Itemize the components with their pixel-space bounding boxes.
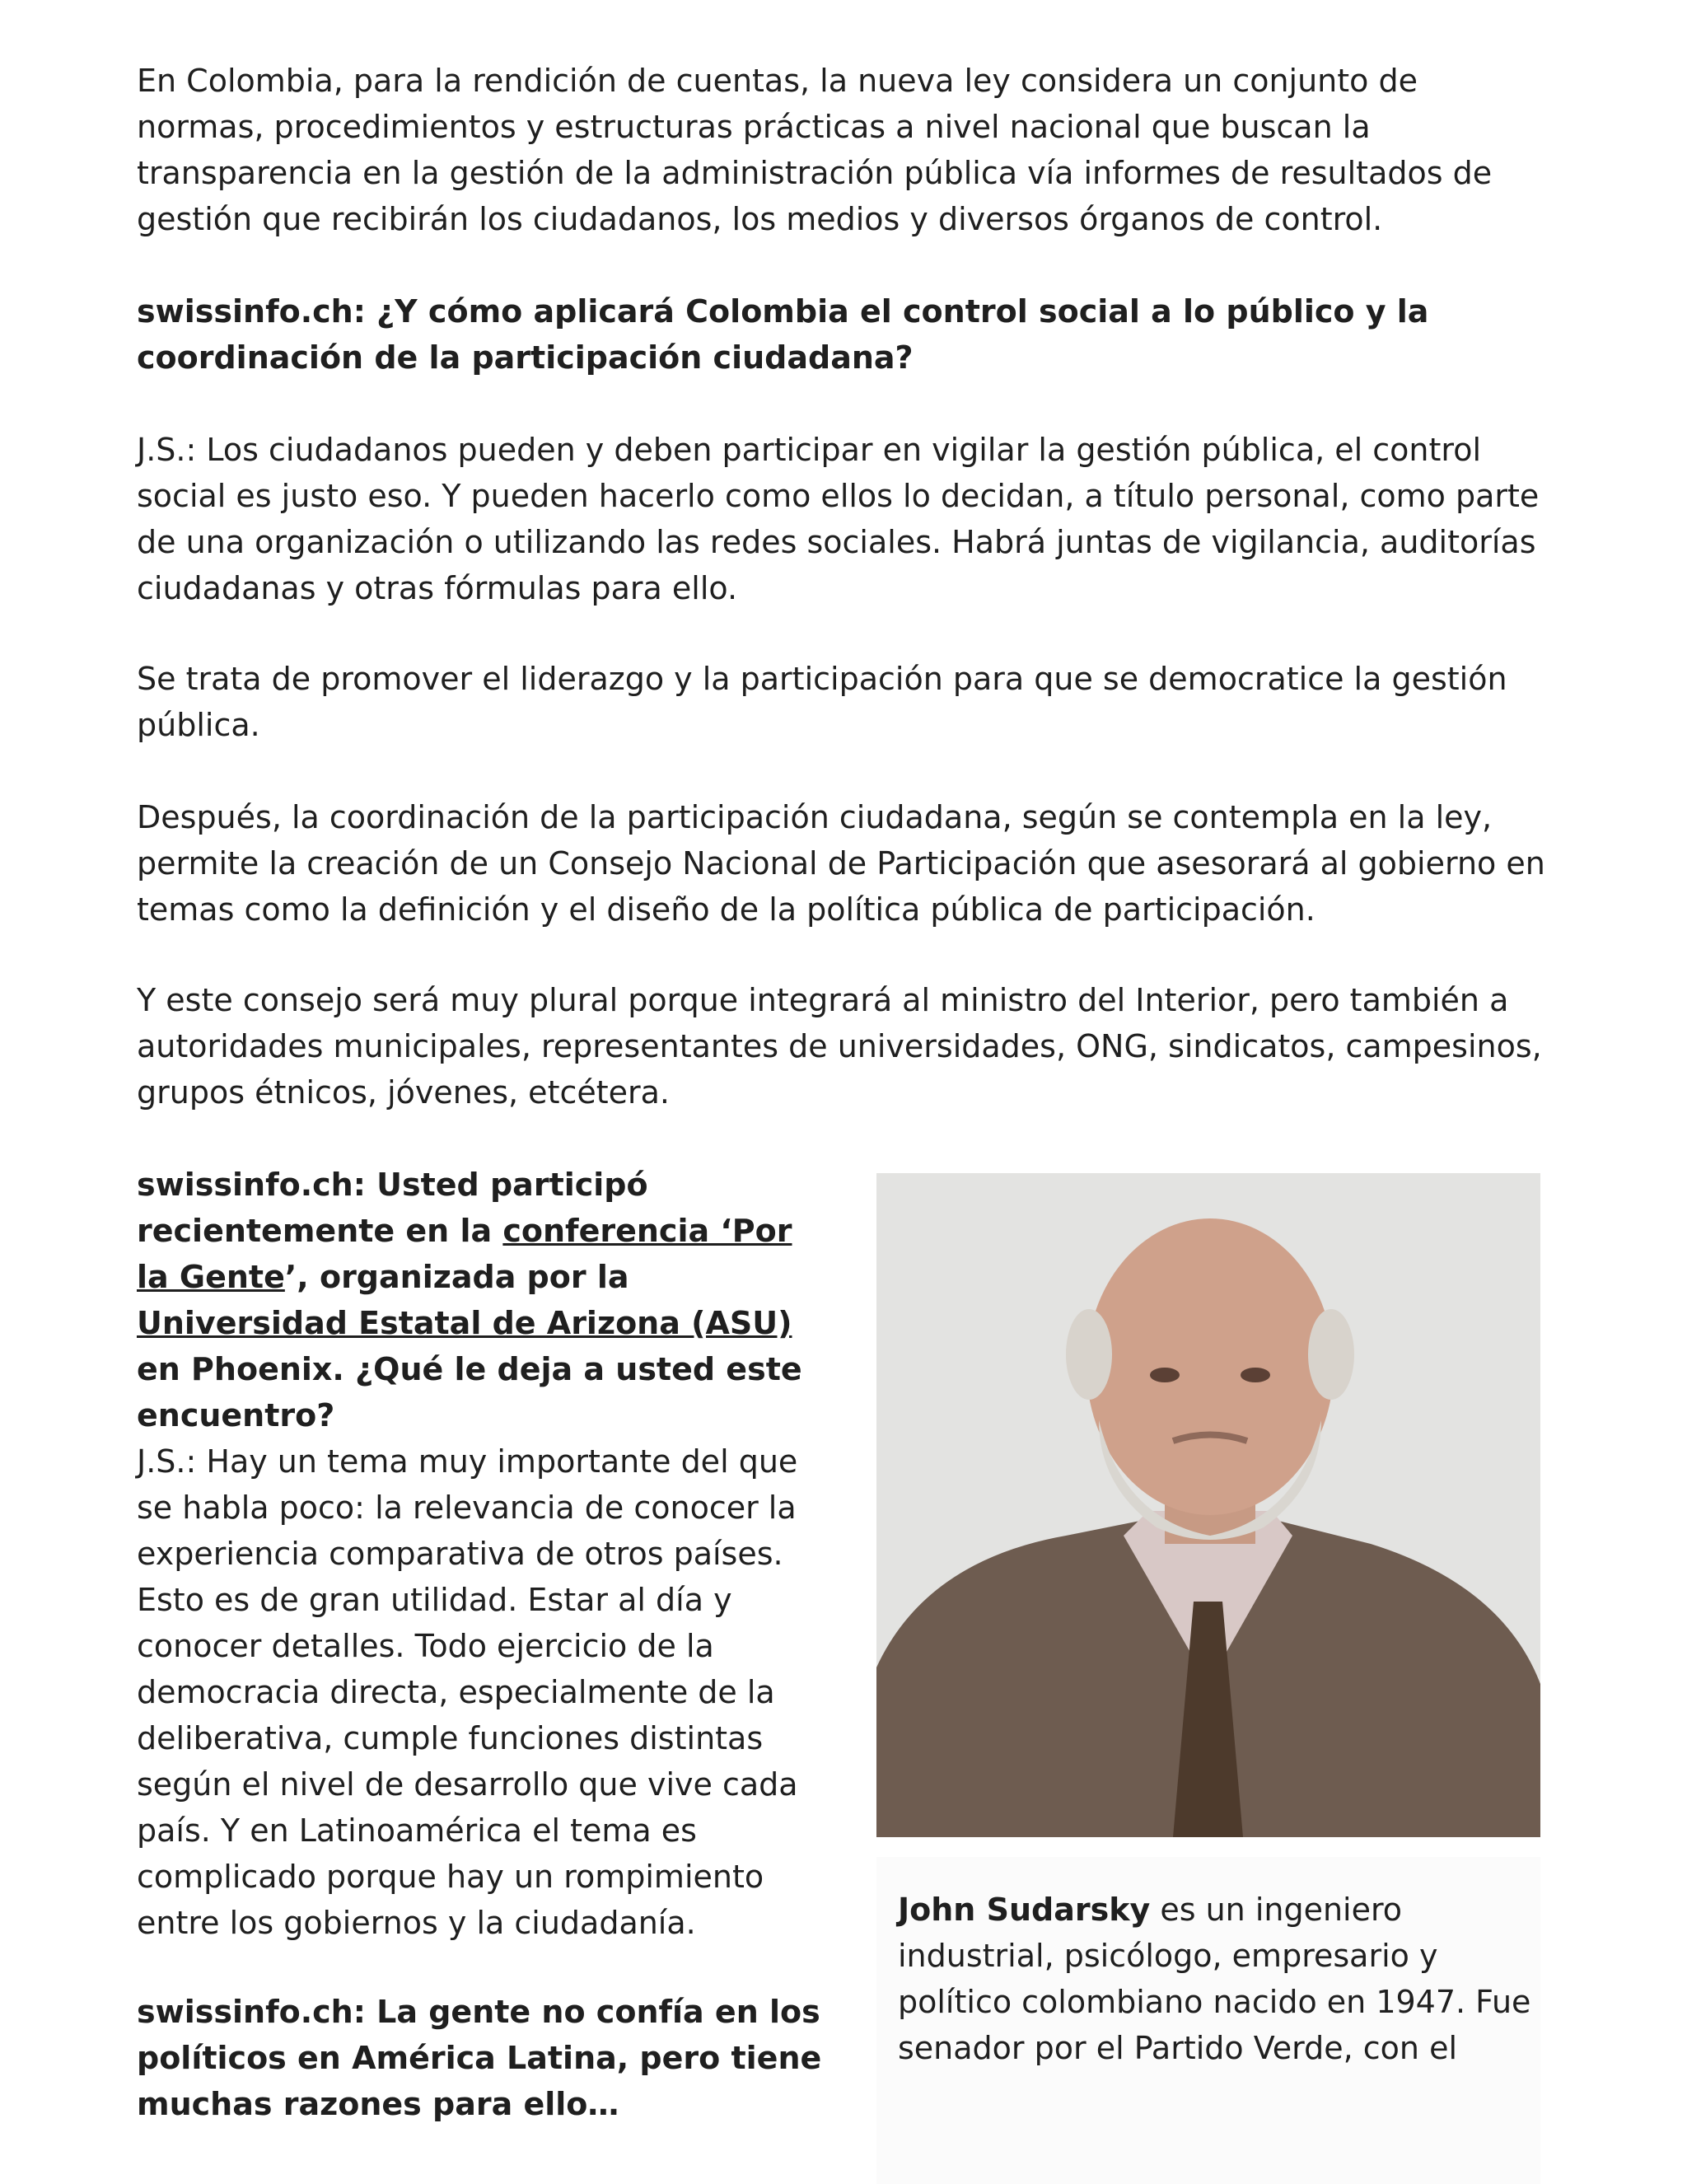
answer-conferencia: J.S.: Hay un tema muy importante del que se habla poco: la relevancia de conocer la experiencia comparativa de otros países. Esto es de gran utilidad. Estar al día y conocer detalles. Todo ejercicio de la democracia directa, especialmente de la deliberativa, cumple funciones distintas según el nivel de desarrollo que vive cada país. Y en Latinoamérica el tema es complicado porque hay un rompimiento entre los gobiernos y la ciudadanía. [137,1443,798,1941]
portrait-illustration [876,1173,1540,1837]
question-confianza: swissinfo.ch: La gente no confía en los políticos en América Latina, pero tiene muchas razones para ello… [137,1994,822,2122]
paragraph-rendicion-cuentas: En Colombia, para la rendición de cuentas, la nueva ley considera un conjunto de normas, procedimientos y estructuras prácticas a nivel nacional que buscan la transparencia en la gestión de la administración pública vía informes de resultados de gestión que recibirán los ciudadanos, los medios y diversos órganos de control. [137,63,1493,237]
question-mid: ’, organizada por la [284,1259,629,1295]
question-suffix: en Phoenix. ¿Qué le deja a usted este encuentro? [137,1351,802,1433]
asu-link[interactable]: Universidad Estatal de Arizona (ASU) [137,1305,792,1341]
photo-caption [898,1887,1532,2071]
paragraph-consejo-nacional: Después, la coordinación de la participación ciudadana, según se contempla en la ley, permite la creación de un Consejo Nacional de Participación que asesorará al gobierno en temas como la definición y el diseño de la política pública de participación. [137,799,1545,928]
paragraph-consejo-plural: Y este consejo será muy plural porque integrará al ministro del Interior, pero también a autoridades municipales, representantes de universidades, ONG, sindicatos, campesinos, grupos étnicos, jóvenes, etcétera. [137,982,1542,1111]
caption-text: es un ingeniero industrial, psicólogo, empresario y político colombiano nacido en 1947. Fue senador por el Partido Verde, con el [898,1892,1531,2066]
answer-control-social: J.S.: Los ciudadanos pueden y deben participar en vigilar la gestión pública, el control social es justo eso. Y pueden hacerlo como ellos lo decidan, a título personal, como parte de una organización o utilizando las redes sociales. Habrá juntas de vigilancia, auditorías ciudadanas y otras fórmulas para ello. [137,432,1540,606]
question-control-social: swissinfo.ch: ¿Y cómo aplicará Colombia el control social a lo público y la coordinación de la participación ciudadana? [137,293,1429,376]
portrait-photo [876,1173,1540,1837]
question-conferencia [137,1162,829,1438]
question-prefix: swissinfo.ch: Usted participó recientemente en la [137,1167,648,1249]
paragraph-liderazgo: Se trata de promover el liderazgo y la participación para que se democratice la gestión pública. [137,661,1507,743]
conferencia-link[interactable]: conferencia ‘Por la Gente [137,1213,792,1295]
caption-name: John Sudarsky [898,1892,1151,1928]
